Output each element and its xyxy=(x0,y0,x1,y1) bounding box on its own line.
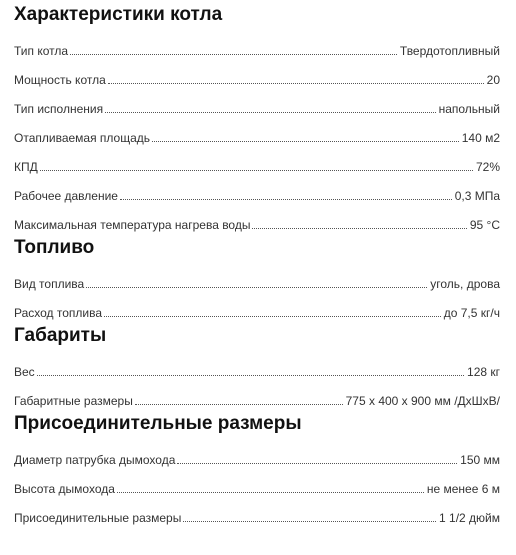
dotted-leader xyxy=(70,54,397,55)
spec-value: 20 xyxy=(486,73,500,87)
spec-row xyxy=(14,204,500,233)
spec-row xyxy=(14,59,500,88)
dotted-leader xyxy=(252,228,466,229)
specs-document xyxy=(14,0,500,526)
section-dimensions xyxy=(14,321,500,409)
spec-value: 95 °С xyxy=(469,218,500,232)
section-boiler-characteristics xyxy=(14,0,500,233)
spec-row xyxy=(14,117,500,146)
spec-label: Отапливаемая площадь xyxy=(14,131,151,145)
spec-label: Присоединительные размеры xyxy=(14,511,182,525)
dotted-leader xyxy=(135,404,343,405)
spec-label: Высота дымохода xyxy=(14,482,115,496)
dotted-leader xyxy=(117,492,424,493)
dotted-leader xyxy=(105,112,435,113)
spec-row xyxy=(14,351,500,380)
spec-row xyxy=(14,439,500,468)
spec-label: КПД xyxy=(14,160,38,174)
spec-label: Расход топлива xyxy=(14,306,103,320)
spec-value: 140 м2 xyxy=(461,131,500,145)
dotted-leader xyxy=(108,83,484,84)
dotted-leader xyxy=(183,521,436,522)
spec-row xyxy=(14,146,500,175)
section-title: Характеристики котла xyxy=(14,4,223,25)
spec-label: Тип котла xyxy=(14,44,69,58)
section-title: Присоединительные размеры xyxy=(14,413,302,434)
spec-row xyxy=(14,30,500,59)
spec-label: Габаритные размеры xyxy=(14,394,133,408)
spec-row xyxy=(14,175,500,204)
spec-label: Вес xyxy=(14,365,35,379)
dotted-leader xyxy=(120,199,452,200)
spec-row xyxy=(14,468,500,497)
spec-value: напольный xyxy=(438,102,500,116)
spec-value: 150 мм xyxy=(460,453,500,467)
dotted-leader xyxy=(104,316,441,317)
section-fuel xyxy=(14,233,500,321)
spec-label: Рабочее давление xyxy=(14,189,118,203)
section-connection-sizes xyxy=(14,409,500,526)
spec-value: 775 х 400 х 900 мм /ДхШхВ/ xyxy=(345,394,500,408)
spec-label: Максимальная температура нагрева воды xyxy=(14,218,251,232)
spec-value: 72% xyxy=(475,160,500,174)
spec-label: Вид топлива xyxy=(14,277,85,291)
dotted-leader xyxy=(152,141,459,142)
spec-label: Мощность котла xyxy=(14,73,106,87)
spec-value: до 7,5 кг/ч xyxy=(443,306,500,320)
section-title: Топливо xyxy=(14,237,95,258)
dotted-leader xyxy=(40,170,473,171)
dotted-leader xyxy=(86,287,427,288)
spec-value: Твердотопливный xyxy=(399,44,500,58)
spec-value: 0,3 МПа xyxy=(454,189,500,203)
spec-value: 128 кг xyxy=(467,365,500,379)
spec-value: 1 1/2 дюйм xyxy=(439,511,500,525)
spec-label: Тип исполнения xyxy=(14,102,104,116)
dotted-leader xyxy=(177,463,457,464)
spec-row xyxy=(14,380,500,409)
spec-label: Диаметр патрубка дымохода xyxy=(14,453,176,467)
spec-value: уголь, дрова xyxy=(430,277,500,291)
dotted-leader xyxy=(37,375,464,376)
spec-row xyxy=(14,292,500,321)
spec-row xyxy=(14,263,500,292)
section-title: Габариты xyxy=(14,325,107,346)
spec-value: не менее 6 м xyxy=(426,482,500,496)
spec-row xyxy=(14,497,500,526)
spec-row xyxy=(14,88,500,117)
